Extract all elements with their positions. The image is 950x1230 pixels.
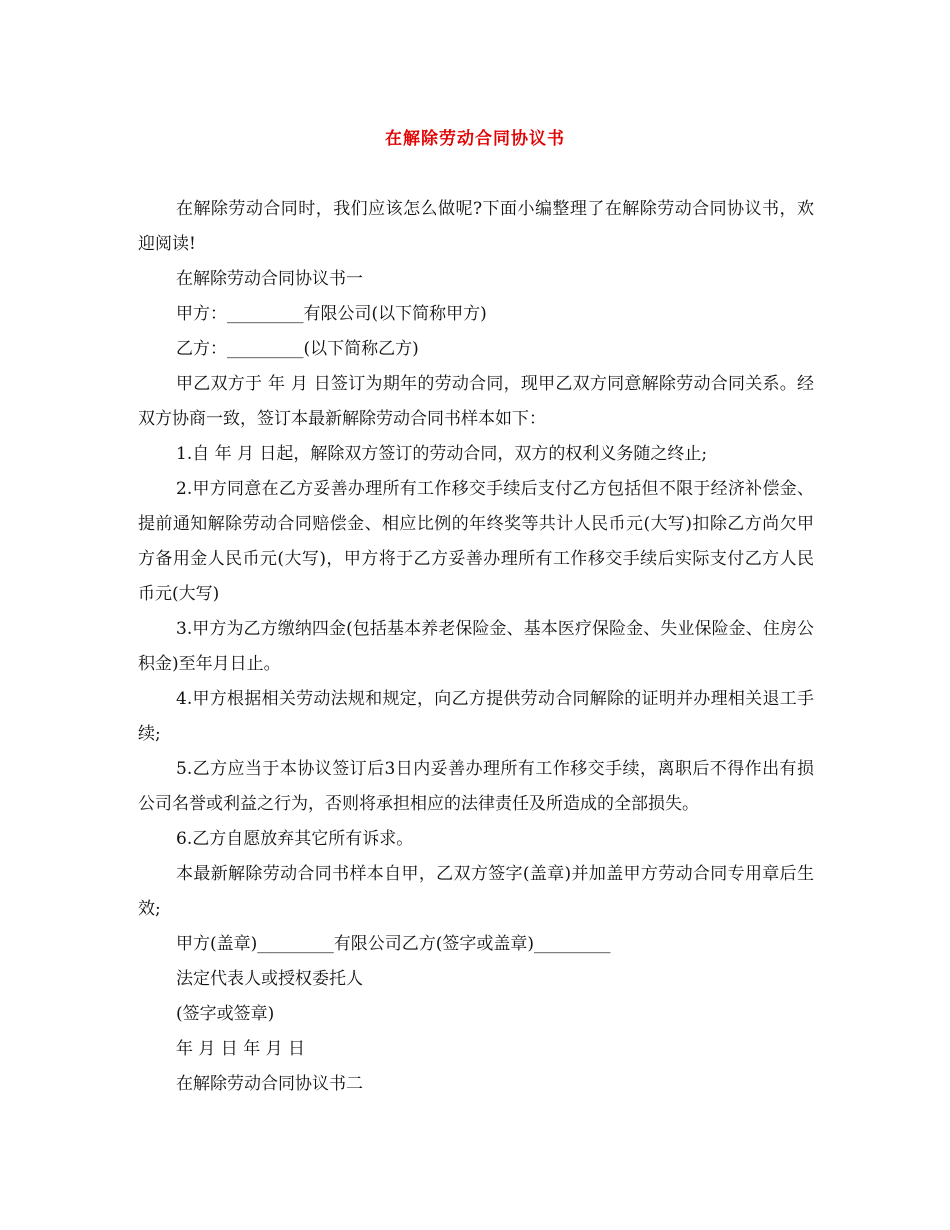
date-line: 年 月 日 年 月 日 xyxy=(176,1039,306,1059)
paragraph-effective: 本最新解除劳动合同书样本自甲，乙双方签字(盖章)并加盖甲方劳动合同专用章后生效; xyxy=(138,864,814,919)
document-body xyxy=(138,192,814,1102)
party-b-line: 乙方：_________(以下简称乙方) xyxy=(176,339,419,359)
clause-3: 3.甲方为乙方缴纳四金(包括基本养老保险金、基本医疗保险金、失业保险金、住房公积金)至年月日止。 xyxy=(138,619,814,674)
section-heading-two: 在解除劳动合同协议书二 xyxy=(176,1074,363,1094)
signature-line: 甲方(盖章)_________有限公司乙方(签字或盖章)_________ xyxy=(176,934,611,954)
paragraph-intro: 在解除劳动合同时，我们应该怎么做呢?下面小编整理了在解除劳动合同协议书，欢迎阅读! xyxy=(138,199,814,254)
clause-4: 4.甲方根据相关劳动法规和规定，向乙方提供劳动合同解除的证明并办理相关退工手续; xyxy=(138,689,814,744)
paragraph-agreement: 甲乙双方于 年 月 日签订为期年的劳动合同，现甲乙双方同意解除劳动合同关系。经双方协商一致，签订本最新解除劳动合同书样本如下： xyxy=(138,374,814,429)
clause-2: 2.甲方同意在乙方妥善办理所有工作移交手续后支付乙方包括但不限于经济补偿金、提前通知解除劳动合同赔偿金、相应比例的年终奖等共计人民币元(大写)扣除乙方尚欠甲方备用金人民币元(大写)，甲方将于乙方妥善办理所有工作移交手续后实际支付乙方人民币元(大写) xyxy=(138,479,814,604)
clause-1: 1.自 年 月 日起，解除双方签订的劳动合同，双方的权利义务随之终止; xyxy=(176,444,708,464)
legal-representative: 法定代表人或授权委托人 xyxy=(176,969,363,989)
clause-6: 6.乙方自愿放弃其它所有诉求。 xyxy=(176,829,414,849)
signature-note: (签字或签章) xyxy=(176,1004,275,1024)
party-a-line: 甲方：_________有限公司(以下简称甲方) xyxy=(176,304,487,324)
section-heading-one: 在解除劳动合同协议书一 xyxy=(176,269,363,289)
document-title: 在解除劳动合同协议书 xyxy=(385,129,565,149)
clause-5: 5.乙方应当于本协议签订后3日内妥善办理所有工作移交手续，离职后不得作出有损公司名誉或利益之行为，否则将承担相应的法律责任及所造成的全部损失。 xyxy=(138,759,814,814)
